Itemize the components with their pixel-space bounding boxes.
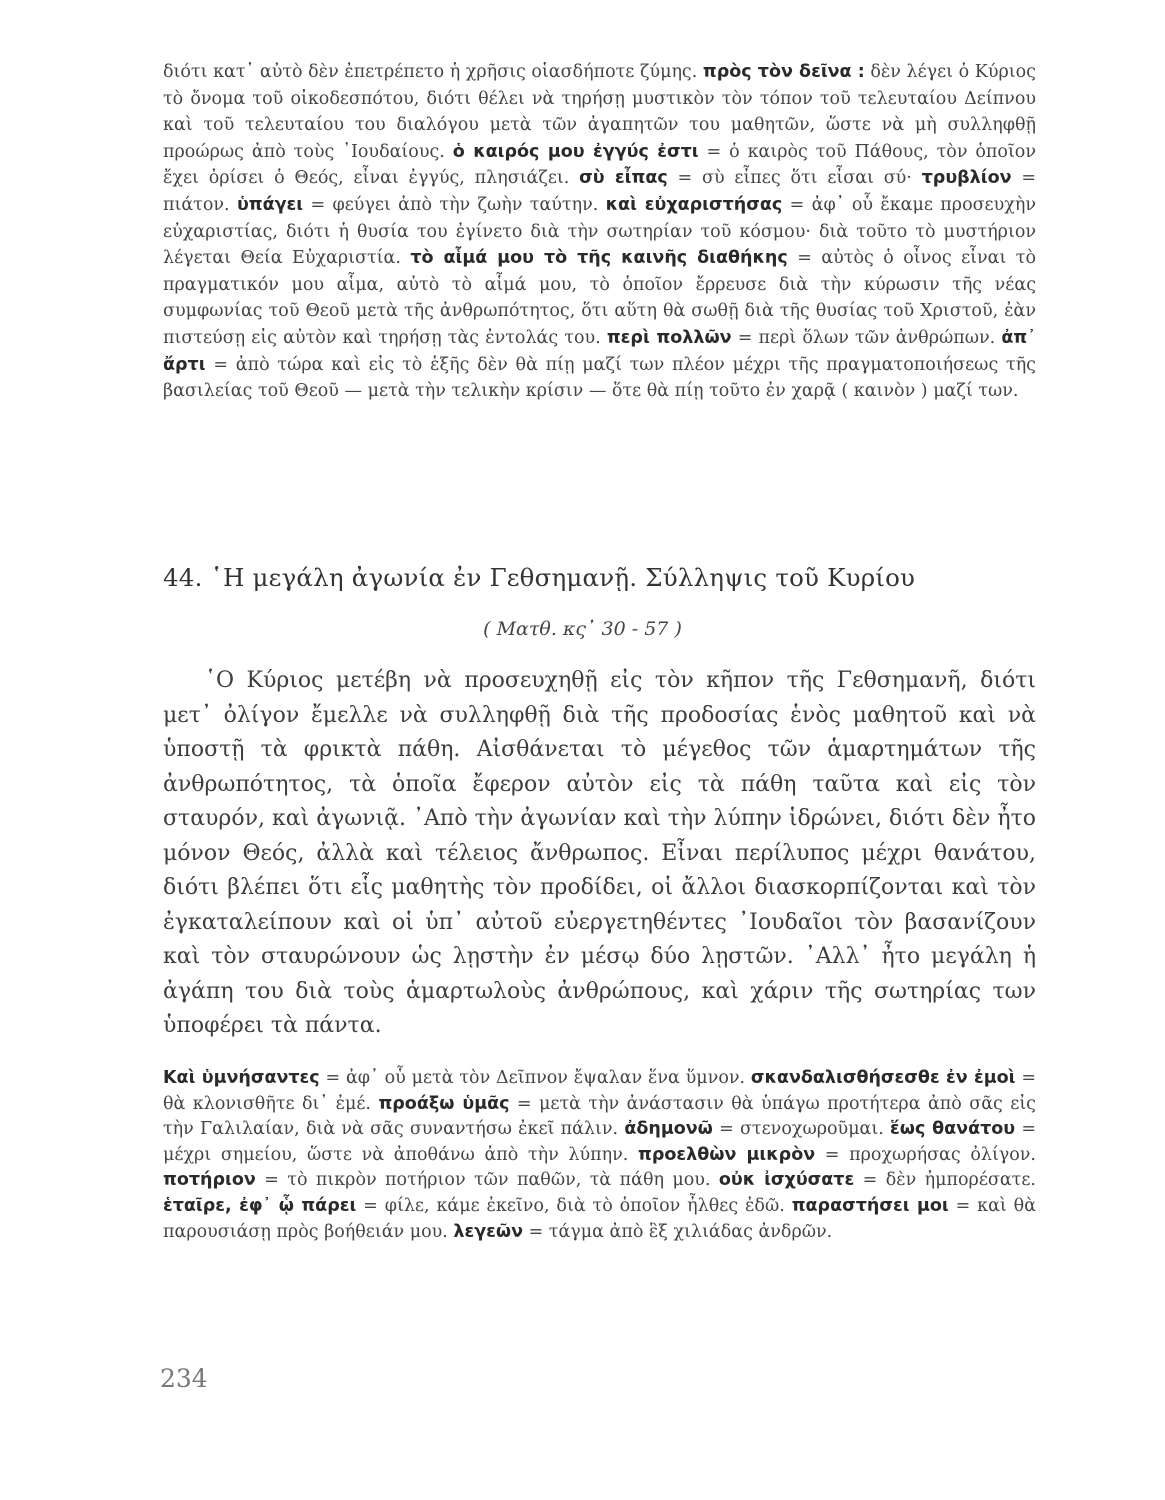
glossary-definition: = φίλε, κάμε ἐκεῖνο, διὰ τὸ ὁποῖον ἦλθες ἐδῶ. bbox=[356, 1195, 792, 1216]
glossary-term: παραστήσει μοι bbox=[791, 1195, 949, 1216]
chapter-heading: 44. ῾Η μεγάλη ἀγωνία ἐν Γεθσημανῇ. Σύλληψις τοῦ Κυρίου bbox=[163, 563, 916, 592]
glossary-term: ὁ καιρός μου ἐγγύς ἐστι bbox=[452, 141, 699, 162]
glossary-term: ἀπ᾽ ἄρτι bbox=[163, 327, 1036, 375]
glossary-term: Καὶ ὑμνήσαντες bbox=[163, 1068, 320, 1088]
glossary-term: οὐκ ἰσχύσατε bbox=[718, 1170, 855, 1191]
glossary-definition: = ἀφ᾽ οὗ μετὰ τὸν Δεῖπνον ἔψαλαν ἕνα ὕμνον. bbox=[319, 1068, 751, 1088]
glossary-term: προάξω ὑμᾶς bbox=[378, 1093, 510, 1114]
glossary-term: σκανδαλισθήσεσθε ἐν ἐμοὶ bbox=[750, 1068, 1016, 1088]
glossary-definition: = ἀφ᾽ οὗ ἔκαμε προσευχὴν εὐχαριστίας, διότι ἡ θυσία του ἐγίνετο διὰ τὴν σωτηρίαν τοῦ κόσμου· διὰ τοῦτο τὸ μυστήριον λέγεται Θεία Εὐχαριστία. bbox=[163, 194, 1036, 269]
glossary-definition: = καὶ θὰ παρουσιάσῃ πρὸς βοήθειάν μου. bbox=[163, 1195, 1037, 1242]
glossary-term: ἑταῖρε, ἐφ᾽ ᾧ πάρει bbox=[163, 1195, 357, 1216]
glossary-term: τὸ αἷμά μου τὸ τῆς καινῆς διαθήκης bbox=[410, 248, 788, 269]
glossary-definition: = πιάτον. bbox=[163, 168, 1036, 215]
scripture-reference: ( Ματθ. κς᾽ 30 - 57 ) bbox=[483, 618, 682, 640]
page-number: 234 bbox=[160, 1364, 208, 1393]
glossary-term: πρὸς τὸν δεῖνα : bbox=[702, 62, 865, 82]
glossary-definition: = αὐτὸς ὁ οἶνος εἶναι τὸ πραγματικόν μου αἷμα, αὐτὸ τὸ αἷμά μου, τὸ ὁποῖον ἔρρευσε διὰ τὴν κύρωσιν τῆς νέας συμφωνίας τοῦ Θεοῦ μετὰ τῆς ἀνθρωπότητος, ὅτι αὕτη θὰ σωθῇ διὰ τῆς θυσίας τοῦ Χριστοῦ, ἐὰν πιστεύσῃ εἰς αὐτὸν καὶ τηρήσῃ τὰς ἐντολάς του. bbox=[163, 248, 1036, 348]
glossary-definition: = περὶ ὅλων τῶν ἀνθρώπων. bbox=[731, 327, 1002, 348]
glossary-term: ποτήριον bbox=[163, 1170, 256, 1191]
glossary-definition: διότι κατ᾽ αὐτὸ δὲν ἐπετρέπετο ἡ χρῆσις οἱασδήποτε ζύμης. bbox=[163, 62, 703, 82]
chapter-body-paragraph: ῾Ο Κύριος μετέβη νὰ προσευχηθῇ εἰς τὸν κῆπον τῆς Γεθσημανῆ, διότι μετ᾽ ὀλίγον ἔμελλε νὰ συλληφθῇ διὰ τῆς προδοσίας ἑνὸς μαθητοῦ καὶ νὰ ὑποστῇ τὰ φρικτὰ πάθη. Αἰσθάνεται τὸ μέγεθος τῶν ἁμαρτημάτων τῆς ἀνθρωπότητος, τὰ ὁποῖα ἔφερον αὐτὸν εἰς τὰ πάθη ταῦτα καὶ εἰς τὸν σταυρόν, καὶ ἀγωνιᾷ. ᾽Απὸ τὴν ἀγωνίαν καὶ τὴν λύπην ἱδρώνει, διότι δὲν ἦτο μόνον Θεός, ἀλλὰ καὶ τέλειος ἄνθρωπος. Εἶναι περίλυπος μέχρι θανάτου, διότι βλέπει ὅτι εἷς μαθητὴς τὸν προδίδει, οἱ ἄλλοι διασκορπίζονται καὶ τὸν ἐγκαταλείπουν καὶ οἱ ὑπ᾽ αὐτοῦ εὐεργετηθέντες ᾽Ιουδαῖοι τὸν βασανίζουν καὶ τὸν σταυρώνουν ὡς λῃστὴν ἐν μέσῳ δύο λῃστῶν. ᾽Αλλ᾽ ἦτο μεγάλη ἡ ἀγάπη του διὰ τοὺς ἁμαρτωλοὺς ἀνθρώπους, καὶ χάριν τῆς σωτηρίας των ὑποφέρει τὰ πάντα. bbox=[163, 668, 1036, 1038]
glossary-definition: = θὰ κλονισθῆτε δι᾽ ἐμέ. bbox=[163, 1068, 1036, 1114]
glossary-definition: = μέχρι σημείου, ὥστε νὰ ἀποθάνω ἀπὸ τὴν λύπην. bbox=[163, 1119, 1036, 1165]
glossary-definition: = δὲν ἠμπορέσατε. bbox=[854, 1170, 1036, 1191]
glossary-definition: = ὁ καιρὸς τοῦ Πάθους, τὸν ὁποῖον ἔχει ὁρίσει ὁ Θεός, εἶναι ἐγγύς, πλησιάζει. bbox=[163, 141, 1036, 189]
glossary-notes-top bbox=[163, 59, 1036, 405]
glossary-term: τρυβλίον bbox=[921, 168, 1012, 189]
glossary-term: ἀδημονῶ bbox=[624, 1119, 713, 1140]
glossary-term: λεγεῶν bbox=[453, 1221, 523, 1242]
glossary-definition: = φεύγει ἀπὸ τὴν ζωὴν ταύτην. bbox=[303, 194, 606, 215]
glossary-definition: = ἀπὸ τώρα καὶ εἰς τὸ ἑξῆς δὲν θὰ πίῃ μαζί των πλέον μέχρι τῆς πραγματοποιήσεως τῆς βασιλείας τοῦ Θεοῦ — μετὰ τὴν τελικὴν κρίσιν — ὅτε θὰ πίῃ τοῦτο ἐν χαρᾷ ( καινὸν ) μαζί των. bbox=[163, 354, 1036, 402]
glossary-definition: = προχωρήσας ὀλίγον. bbox=[815, 1144, 1036, 1165]
glossary-definition: δὲν λέγει ὁ Κύριος τὸ ὄνομα τοῦ οἰκοδεσπότου, διότι θέλει νὰ τηρήσῃ μυστικὸν τὸν τόπον τοῦ τελευταίου Δείπνου καὶ τοῦ τελευταίου του διαλόγου μετὰ τῶν ἀγαπητῶν του μαθητῶν, ὥστε νὰ μὴ συλληφθῇ προώρως ἀπὸ τοὺς ᾽Ιουδαίους. bbox=[163, 62, 1036, 162]
glossary-definition: = τάγμα ἀπὸ ἓξ χιλιάδας ἀνδρῶν. bbox=[523, 1221, 833, 1242]
glossary-definition: = σὺ εἶπες ὅτι εἶσαι σύ· bbox=[667, 168, 922, 189]
glossary-term: ἕως θανάτου bbox=[890, 1119, 1016, 1140]
glossary-notes-bottom bbox=[163, 1066, 1036, 1245]
glossary-term: ὑπάγει bbox=[236, 194, 304, 215]
glossary-term: περὶ πολλῶν bbox=[606, 327, 732, 348]
glossary-term: καὶ εὐχαριστήσας bbox=[605, 194, 783, 215]
glossary-definition: = τὸ πικρὸν ποτήριον τῶν παθῶν, τὰ πάθη μου. bbox=[255, 1170, 719, 1191]
glossary-definition: = στενοχωροῦμαι. bbox=[712, 1119, 891, 1140]
glossary-term: προελθὼν μικρὸν bbox=[638, 1144, 816, 1165]
glossary-term: σὺ εἶπας bbox=[579, 168, 668, 189]
glossary-definition: = μετὰ τὴν ἀνάστασιν θὰ ὑπάγω προτήτερα ἀπὸ σᾶς εἰς τὴν Γαλιλαίαν, διὰ νὰ σᾶς συναντήσω ἐκεῖ πάλιν. bbox=[163, 1093, 1036, 1140]
